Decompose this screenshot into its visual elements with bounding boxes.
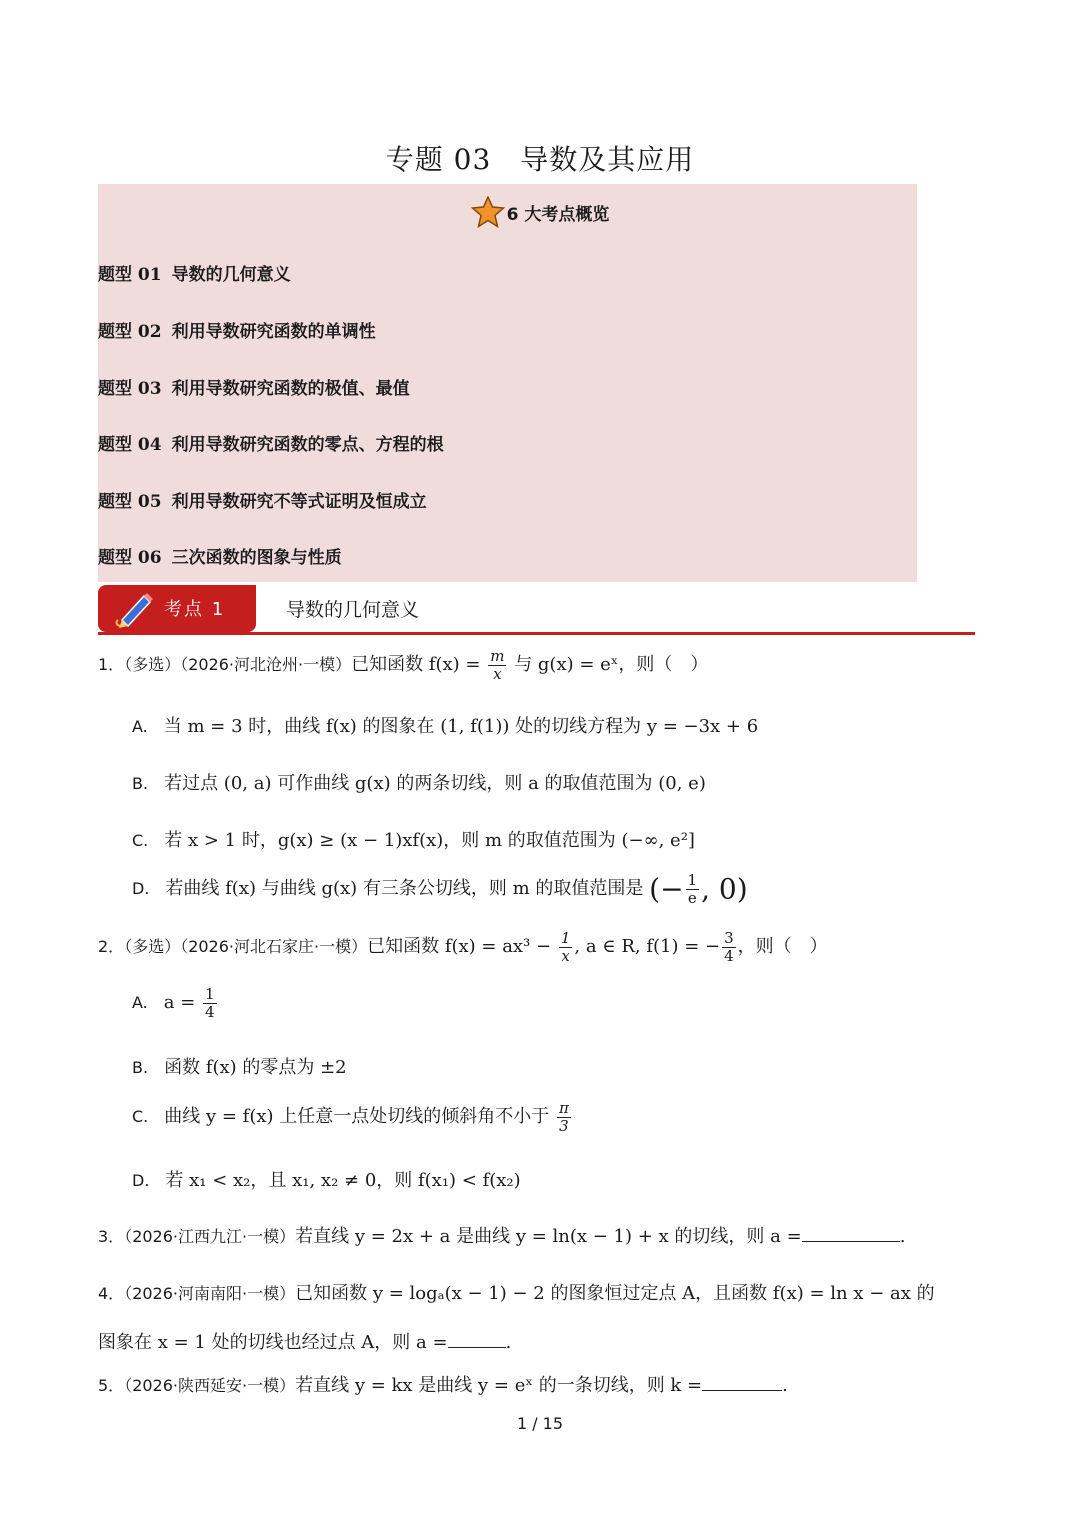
question-stem: 已知函数 f(x) = ax³ −: [367, 936, 552, 957]
question-number: 5．: [98, 1376, 125, 1395]
page-title: 专题 03 导数及其应用: [385, 143, 695, 176]
numerator: 1: [205, 985, 215, 1003]
question-4-cont: [98, 1328, 511, 1354]
question-2: [98, 930, 828, 964]
question-stem-cont: , a ∈ R, f(1) = −: [574, 936, 721, 957]
question-stem-cont: 与 g(x) = eˣ，则（ ）: [514, 654, 709, 675]
overview-heading: [0, 196, 1080, 228]
topic-label: 利用导数研究函数的单调性: [171, 322, 376, 342]
fraction: [686, 872, 700, 906]
answer-blank[interactable]: [702, 1372, 782, 1391]
denominator: e: [687, 888, 697, 907]
answer-blank[interactable]: [448, 1329, 506, 1348]
option-text: 若 x₁ < x₂，且 x₁, x₂ ≠ 0，则 f(x₁) < f(x₂): [165, 1170, 521, 1191]
option-d: D. 若曲线 f(x) 与曲线 g(x) 有三条公切线，则 m 的取值范围是 (− $\frac{1}{e}$ , 0): [132, 871, 748, 907]
topic-num: 题型 02: [98, 322, 162, 342]
star-icon: [471, 196, 505, 228]
option-a: A. 当 m = 3 时，曲线 f(x) 的图象在 (1, f(1)) 处的切线方程为 y = −3x + 6: [132, 716, 759, 737]
answer-blank[interactable]: [802, 1223, 900, 1242]
topic-item: [98, 430, 444, 455]
topic-item: [98, 543, 342, 568]
question-stem-cont: 图象在 x = 1 处的切线也经过点 A，则 a =: [98, 1332, 448, 1353]
question-source: （2026·江西九江·一模）: [124, 1227, 296, 1246]
denominator: x: [493, 664, 502, 683]
option-text: 若曲线 f(x) 与曲线 g(x) 有三条公切线，则 m 的取值范围是: [165, 878, 644, 899]
interval-open: (−: [649, 872, 684, 906]
overview-heading-text: 6 大考点概览: [506, 205, 610, 225]
topic-item: [98, 374, 410, 399]
option-text: 曲线 y = f(x) 上任意一点处切线的倾斜角不小于: [164, 1106, 550, 1127]
question-source: （2026·陕西延安·一模）: [124, 1376, 296, 1395]
numerator: 1: [687, 871, 698, 889]
fraction: [203, 986, 217, 1020]
option-text: 函数 f(x) 的零点为 ±2: [164, 1057, 347, 1078]
option-d: D. 若 x₁ < x₂，且 x₁, x₂ ≠ 0，则 f(x₁) < f(x₂): [132, 1170, 521, 1191]
question-source: （2026·河南南阳·一模）: [124, 1284, 296, 1303]
question-end: .: [782, 1375, 788, 1396]
question-3: [98, 1222, 905, 1248]
topic-num: 题型 05: [98, 492, 162, 512]
numerator: 3: [724, 929, 734, 947]
topic-label: 利用导数研究函数的极值、最值: [171, 379, 410, 399]
section-title: 导数的几何意义: [286, 599, 420, 621]
section-tab: [98, 585, 256, 632]
option-c: C. 若 x > 1 时，g(x) ≥ (x − 1)xf(x)，则 m 的取值范围为 (−∞, e²]: [132, 830, 695, 851]
question-stem: 已知函数 y = logₐ(x − 1) − 2 的图象恒过定点 A，且函数 f(x) = ln x − ax 的: [295, 1283, 935, 1304]
question-4: [98, 1279, 935, 1305]
fraction: [559, 930, 573, 964]
question-stem-end: ，则（ ）: [737, 936, 828, 957]
topic-label: 利用导数研究不等式证明及恒成立: [171, 492, 427, 512]
question-1: [98, 648, 708, 682]
denominator: 3: [559, 1116, 569, 1135]
topic-item: [98, 260, 291, 285]
option-b: B. 函数 f(x) 的零点为 ±2: [132, 1057, 347, 1078]
denominator: 4: [724, 946, 734, 965]
question-stem: 若直线 y = kx 是曲线 y = eˣ 的一条切线，则 k =: [295, 1375, 703, 1396]
option-a: A. a = $\frac{1}{4}$: [132, 985, 215, 1021]
numerator: π: [559, 1099, 569, 1117]
topic-label: 导数的几何意义: [171, 265, 291, 285]
topic-item: [98, 487, 427, 512]
question-number: 1．: [98, 655, 125, 674]
denominator: x: [561, 946, 570, 965]
question-5: [98, 1371, 788, 1397]
fraction: [488, 648, 506, 682]
option-c: C. 曲线 y = f(x) 上任意一点处切线的倾斜角不小于 $\frac{\pi}{3}$: [132, 1099, 569, 1135]
topic-label: 利用导数研究函数的零点、方程的根: [171, 435, 444, 455]
page-number: 1 / 15: [516, 1414, 564, 1433]
fraction: [722, 930, 736, 964]
option-text: 若 x > 1 时，g(x) ≥ (x − 1)xf(x)，则 m 的取值范围为 (−∞, e²]: [164, 830, 695, 851]
question-source: （多选）（2026·河北石家庄·一模）: [124, 937, 368, 956]
fraction: [557, 1100, 571, 1134]
denominator: 4: [205, 1002, 215, 1021]
option-b: B. 若过点 (0, a) 可作曲线 g(x) 的两条切线，则 a 的取值范围为 (0, e): [132, 773, 706, 794]
topic-item: [98, 317, 376, 342]
question-number: 4．: [98, 1284, 125, 1303]
option-text: 当 m = 3 时，曲线 f(x) 的图象在 (1, f(1)) 处的切线方程为 y = −3x + 6: [163, 716, 759, 737]
question-number: 2．: [98, 937, 125, 956]
interval-close: , 0): [701, 872, 748, 906]
topic-num: 题型 03: [98, 379, 162, 399]
option-text: 若过点 (0, a) 可作曲线 g(x) 的两条切线，则 a 的取值范围为 (0, e): [164, 773, 706, 794]
numerator: 1: [560, 929, 571, 947]
topic-label: 三次函数的图象与性质: [171, 548, 342, 568]
question-stem: 已知函数 f(x) =: [351, 654, 481, 675]
section-header: [98, 585, 975, 635]
pencil-icon: [112, 590, 156, 628]
question-stem: 若直线 y = 2x + a 是曲线 y = ln(x − 1) + x 的切线，则 a =: [295, 1226, 802, 1247]
topic-num: 题型 01: [98, 265, 162, 285]
numerator: m: [490, 647, 505, 665]
question-end: .: [505, 1332, 512, 1353]
question-number: 3．: [98, 1227, 125, 1246]
section-divider: [98, 632, 975, 635]
question-end: .: [899, 1226, 906, 1247]
topic-num: 题型 04: [98, 435, 162, 455]
question-source: （多选）（2026·河北沧州·一模）: [124, 655, 352, 674]
section-tab-label: 考点 1: [164, 599, 226, 620]
option-text: a =: [163, 992, 196, 1013]
topic-num: 题型 06: [98, 548, 162, 568]
